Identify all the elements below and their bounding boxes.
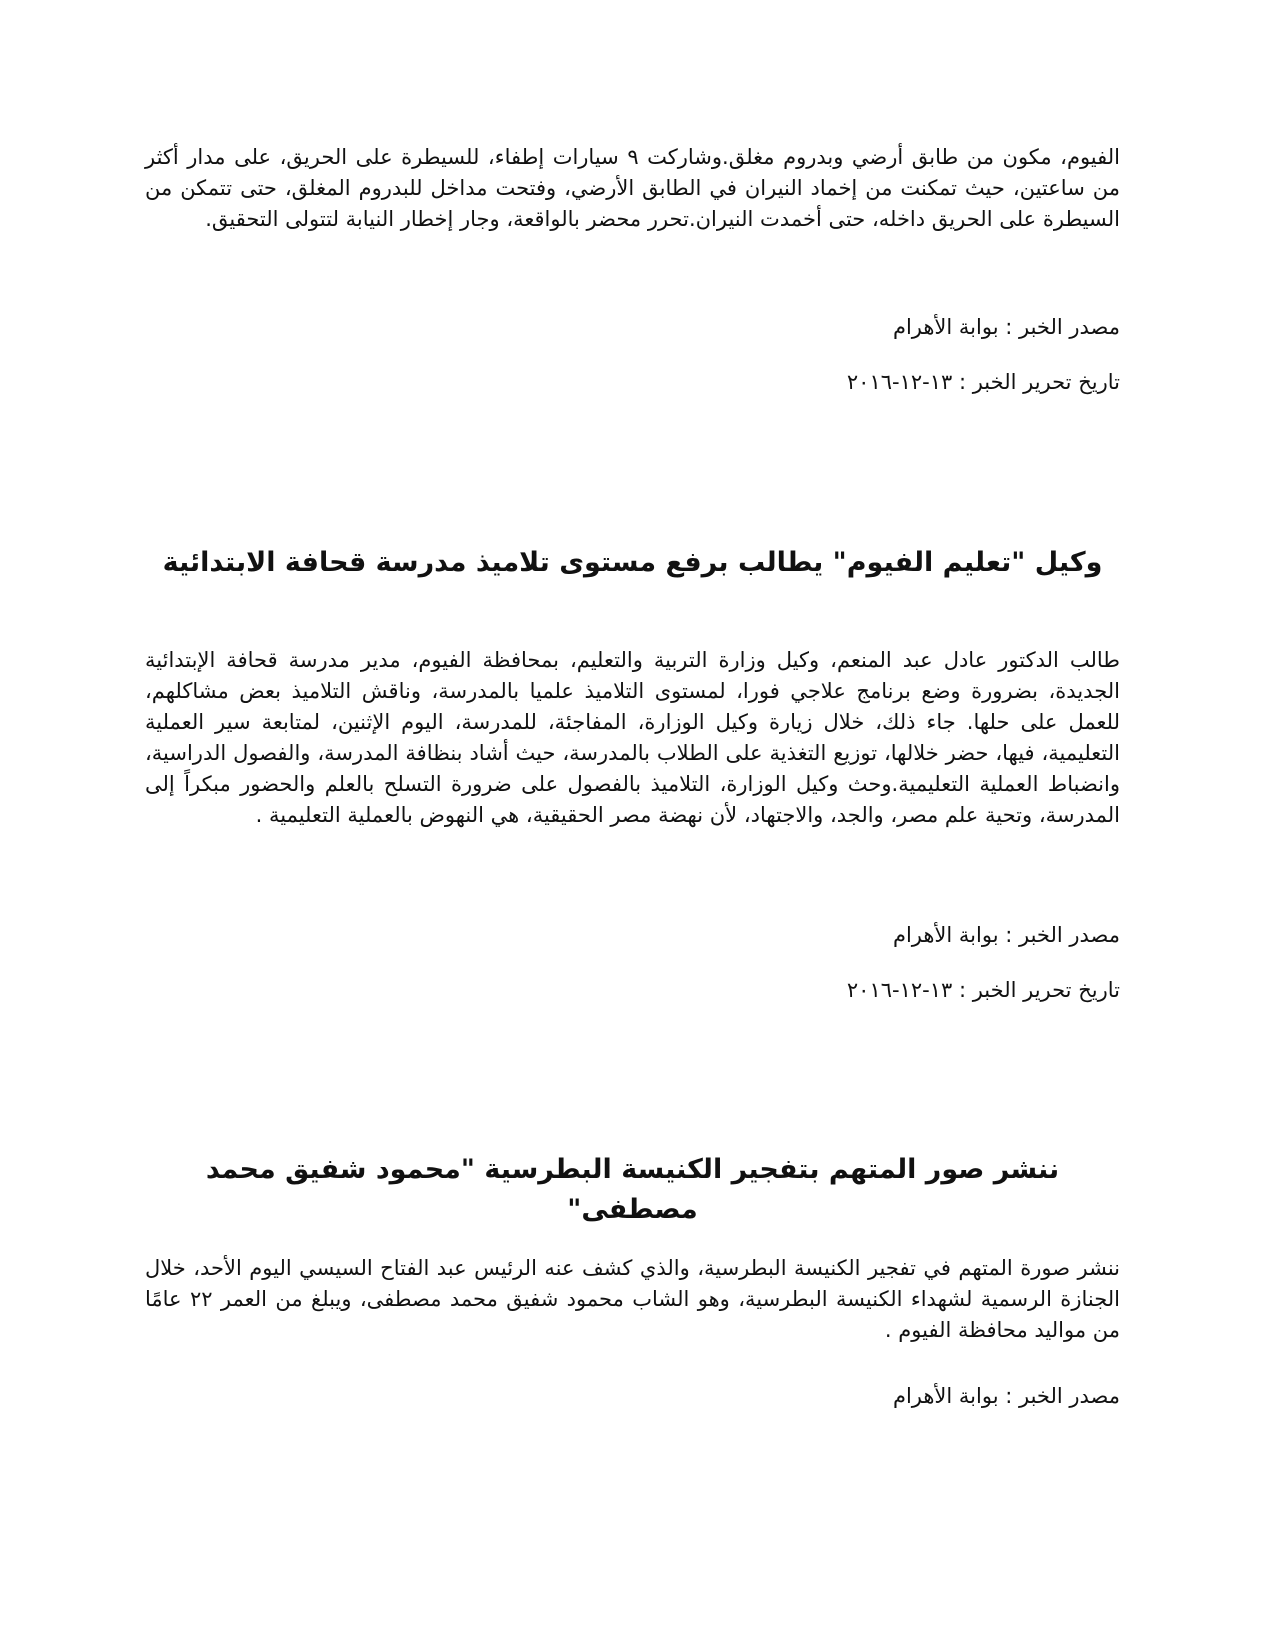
article-1-body: الفيوم، مكون من طابق أرضي وبدروم مغلق.وشاركت ٩ سيارات إطفاء، للسيطرة على الحريق، على مدار أكثر من ساعتين، حيث تمكنت من إخماد النيران في الطابق الأرضي، وفتحت مداخل للبدروم المغلق، حتى تتمكن من السيطرة على الحريق داخله، حتى أخمدت النيران.تحرر محضر بالواقعة، وجار إخطار النيابة لتتولى التحقيق.: [145, 145, 1120, 231]
article-2-headline: وكيل "تعليم الفيوم" يطالب برفع مستوى تلاميذ مدرسة قحافة الابتدائية: [162, 547, 1103, 578]
article-3-source: مصدر الخبر : بوابة الأهرام: [892, 1384, 1120, 1408]
article-2-source: مصدر الخبر : بوابة الأهرام: [892, 923, 1120, 947]
article-1-date: تاريخ تحرير الخبر : ١٣-١٢-٢٠١٦: [846, 370, 1120, 394]
article-3-body: ننشر صورة المتهم في تفجير الكنيسة البطرسية، والذي كشف عنه الرئيس عبد الفتاح السيسي اليوم الأحد، خلال الجنازة الرسمية لشهداء الكنيسة البطرسية، وهو الشاب محمود شفيق محمد مصطفى، ويبلغ من العمر ٢٢ عامًا من مواليد محافظة الفيوم .: [145, 1256, 1120, 1342]
article-3-headline: ننشر صور المتهم بتفجير الكنيسة البطرسية "محمود شفيق محمد مصطفى": [205, 1154, 1060, 1225]
document-page: [145, 0, 1120, 1650]
article-2-body: طالب الدكتور عادل عبد المنعم، وكيل وزارة التربية والتعليم، بمحافظة الفيوم، مدير مدرسة قحافة الإبتدائية الجديدة، بضرورة وضع برنامج علاجي فورا، لمستوى التلاميذ علميا بالمدرسة، وناقش التلاميذ بعض مشاكلهم، للعمل على حلها. جاء ذلك، خلال زيارة وكيل الوزارة، المفاجئة، للمدرسة، اليوم الإثنين، لمتابعة سير العملية التعليمية، فيها، حضر خلالها، توزيع التغذية على الطلاب بالمدرسة، حيث أشاد بنظافة المدرسة، والفصول الدراسية، وانضباط العملية التعليمية.وحث وكيل الوزارة، التلاميذ بالفصول على ضرورة التسلح بالعلم والحضور مبكراً إلى المدرسة، وتحية علم مصر، والجد، والاجتهاد، لأن نهضة مصر الحقيقية، هي النهوض بالعملية التعليمية .: [145, 648, 1120, 827]
article-2-date: تاريخ تحرير الخبر : ١٣-١٢-٢٠١٦: [846, 978, 1120, 1002]
article-1-source: مصدر الخبر : بوابة الأهرام: [892, 315, 1120, 339]
